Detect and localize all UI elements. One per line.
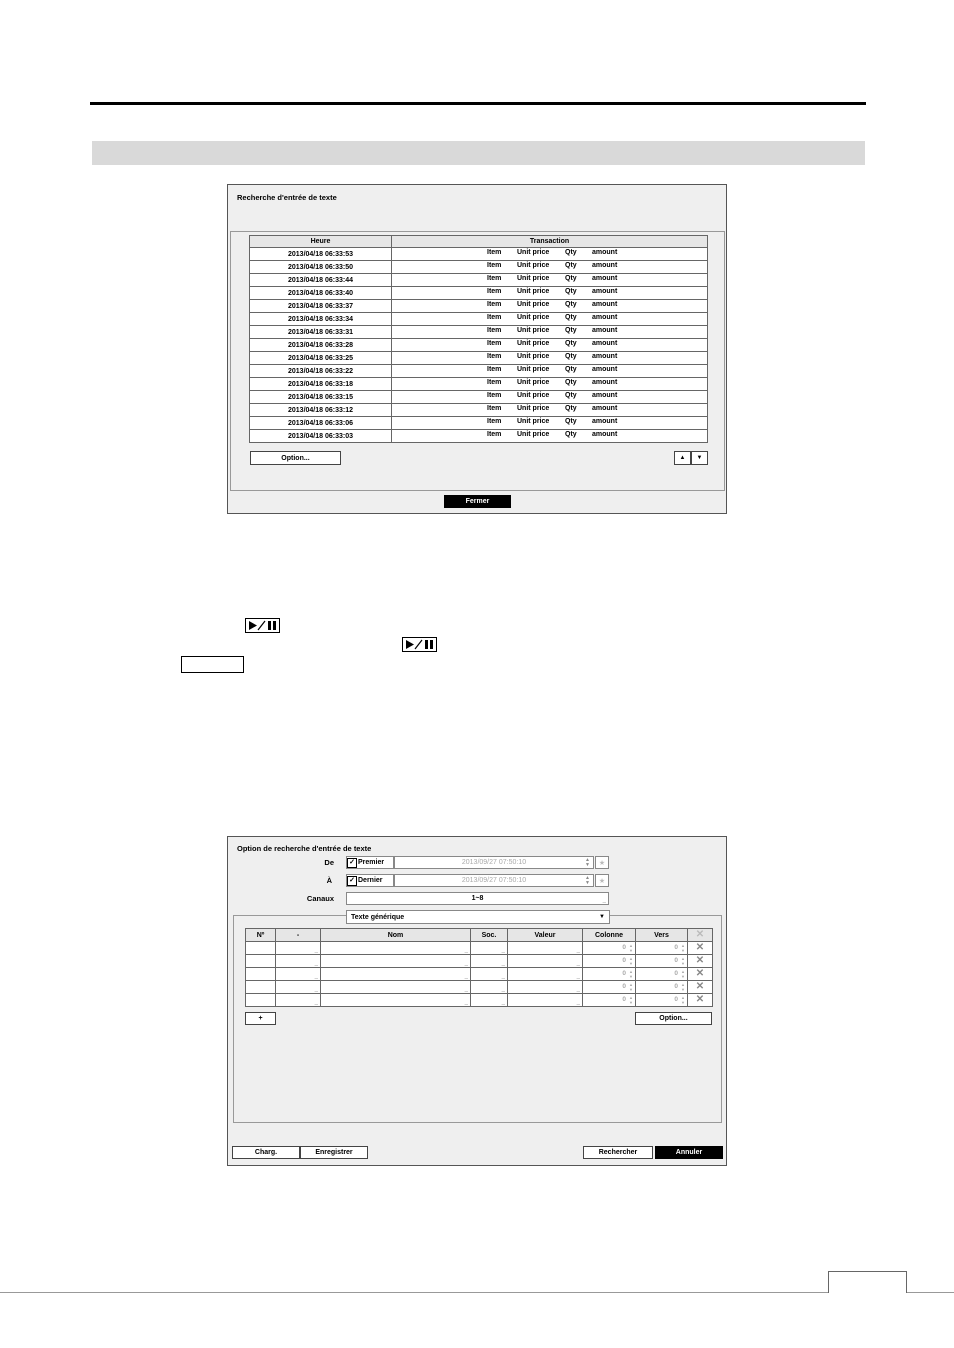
first-label: Premier bbox=[358, 859, 385, 866]
edit-marker-icon: _ bbox=[501, 948, 505, 954]
spinner-icon: ▲ ▼ bbox=[681, 943, 685, 953]
transaction-cell bbox=[392, 248, 708, 261]
transaction-amount: amount bbox=[592, 379, 618, 386]
footer-rule bbox=[0, 1292, 954, 1293]
table-row[interactable] bbox=[250, 300, 708, 313]
transaction-unit-price: Unit price bbox=[517, 340, 550, 347]
transaction-unit-price: Unit price bbox=[517, 366, 550, 373]
number-cell bbox=[246, 994, 276, 1007]
close-button[interactable]: Fermer bbox=[444, 495, 511, 508]
page-number-tab bbox=[828, 1271, 907, 1293]
arrow-down-icon: ▼ bbox=[696, 455, 703, 461]
edit-marker-icon: _ bbox=[464, 961, 468, 967]
table-row bbox=[246, 968, 713, 981]
time-cell: 2013/04/18 06:33:37 bbox=[250, 300, 392, 313]
top-rule bbox=[90, 102, 866, 105]
transaction-cell bbox=[392, 430, 708, 443]
spinner-icon: ▲ ▼ bbox=[629, 969, 633, 979]
table-row[interactable] bbox=[250, 352, 708, 365]
edit-marker-icon: _ bbox=[314, 1000, 318, 1006]
column-value: 0 bbox=[622, 957, 626, 964]
play-pause-icon bbox=[245, 618, 280, 633]
transaction-unit-price: Unit price bbox=[517, 275, 550, 282]
time-cell: 2013/04/18 06:33:44 bbox=[250, 274, 392, 287]
transaction-qty: Qty bbox=[565, 379, 577, 386]
transaction-item: Item bbox=[487, 275, 502, 282]
load-button[interactable]: Charg. bbox=[232, 1146, 300, 1159]
transaction-cell bbox=[392, 365, 708, 378]
edit-marker-icon: _ bbox=[501, 961, 505, 967]
transaction-cell bbox=[392, 261, 708, 274]
transaction-item: Item bbox=[487, 262, 502, 269]
transaction-item: Item bbox=[487, 327, 502, 334]
edit-marker-icon: _ bbox=[464, 948, 468, 954]
spinner-icon: ▲ ▼ bbox=[629, 982, 633, 992]
search-button[interactable]: Rechercher bbox=[583, 1146, 653, 1159]
transaction-item: Item bbox=[487, 314, 502, 321]
spinner-icon: ▲ ▼ bbox=[585, 856, 590, 868]
transaction-amount: amount bbox=[592, 418, 618, 425]
name-cell[interactable] bbox=[321, 955, 471, 968]
table-row[interactable] bbox=[250, 391, 708, 404]
time-cell: 2013/04/18 06:33:31 bbox=[250, 326, 392, 339]
transaction-qty: Qty bbox=[565, 353, 577, 360]
operator-cell[interactable] bbox=[276, 981, 321, 994]
table-row[interactable] bbox=[250, 313, 708, 326]
transaction-amount: amount bbox=[592, 405, 618, 412]
to-value: 0 bbox=[674, 957, 678, 964]
to-value: 0 bbox=[674, 983, 678, 990]
column-header-column: Colonne bbox=[583, 929, 636, 942]
edit-marker-icon: _ bbox=[464, 1000, 468, 1006]
column-value: 0 bbox=[622, 996, 626, 1003]
table-row[interactable] bbox=[250, 417, 708, 430]
transaction-amount: amount bbox=[592, 392, 618, 399]
soc-cell[interactable] bbox=[471, 994, 508, 1007]
table-row[interactable] bbox=[250, 287, 708, 300]
transaction-cell bbox=[392, 404, 708, 417]
results-table bbox=[249, 235, 708, 443]
scroll-down-button[interactable] bbox=[691, 451, 708, 465]
edit-marker-icon: _ bbox=[602, 898, 606, 904]
spinner-icon: ▲ ▼ bbox=[681, 982, 685, 992]
edit-marker-icon: _ bbox=[501, 987, 505, 993]
delete-all-icon: ✕ bbox=[688, 929, 713, 942]
time-cell: 2013/04/18 06:33:40 bbox=[250, 287, 392, 300]
transaction-unit-price: Unit price bbox=[517, 288, 550, 295]
table-row bbox=[246, 955, 713, 968]
time-cell: 2013/04/18 06:33:12 bbox=[250, 404, 392, 417]
time-cell: 2013/04/18 06:33:06 bbox=[250, 417, 392, 430]
column-header-operator: - bbox=[276, 929, 321, 942]
column-cell bbox=[583, 942, 636, 955]
table-row[interactable] bbox=[250, 365, 708, 378]
to-cell bbox=[636, 968, 688, 981]
to-value: 0 bbox=[674, 970, 678, 977]
first-checkbox[interactable] bbox=[346, 856, 394, 869]
number-cell bbox=[246, 981, 276, 994]
calendar-star-icon: ★ bbox=[595, 874, 609, 887]
edit-marker-icon: _ bbox=[501, 1000, 505, 1006]
spinner-icon: ▲ ▼ bbox=[629, 943, 633, 953]
spinner-icon: ▲ ▼ bbox=[629, 956, 633, 966]
to-cell bbox=[636, 955, 688, 968]
table-row[interactable] bbox=[250, 404, 708, 417]
transaction-qty: Qty bbox=[565, 262, 577, 269]
table-row[interactable] bbox=[250, 326, 708, 339]
channels-field[interactable] bbox=[346, 892, 609, 905]
transaction-cell bbox=[392, 417, 708, 430]
text-type-dropdown[interactable] bbox=[346, 910, 610, 924]
transaction-unit-price: Unit price bbox=[517, 249, 550, 256]
transaction-item: Item bbox=[487, 301, 502, 308]
column-header-soc: Soc. bbox=[471, 929, 508, 942]
soc-cell[interactable] bbox=[471, 955, 508, 968]
from-label: De bbox=[324, 858, 334, 867]
transaction-cell bbox=[392, 300, 708, 313]
transaction-qty: Qty bbox=[565, 301, 577, 308]
transaction-qty: Qty bbox=[565, 327, 577, 334]
transaction-unit-price: Unit price bbox=[517, 405, 550, 412]
transaction-qty: Qty bbox=[565, 431, 577, 438]
transaction-amount: amount bbox=[592, 314, 618, 321]
edit-marker-icon: _ bbox=[501, 974, 505, 980]
table-row bbox=[246, 981, 713, 994]
scroll-up-button[interactable] bbox=[674, 451, 691, 465]
column-header-name: Nom bbox=[321, 929, 471, 942]
transaction-cell bbox=[392, 274, 708, 287]
to-date-value: 2013/09/27 07:50:10 bbox=[461, 877, 527, 884]
time-cell: 2013/04/18 06:33:50 bbox=[250, 261, 392, 274]
spinner-icon: ▲ ▼ bbox=[681, 969, 685, 979]
value-cell[interactable] bbox=[508, 942, 583, 955]
channels-value: 1~8 bbox=[471, 895, 484, 902]
soc-cell[interactable] bbox=[471, 981, 508, 994]
transaction-qty: Qty bbox=[565, 288, 577, 295]
operator-cell[interactable] bbox=[276, 955, 321, 968]
transaction-cell bbox=[392, 313, 708, 326]
transaction-qty: Qty bbox=[565, 249, 577, 256]
transaction-item: Item bbox=[487, 418, 502, 425]
option-button[interactable]: Option... bbox=[635, 1012, 712, 1025]
delete-row-icon[interactable]: ✕ bbox=[688, 955, 713, 968]
transaction-amount: amount bbox=[592, 275, 618, 282]
transaction-cell bbox=[392, 287, 708, 300]
transaction-unit-price: Unit price bbox=[517, 392, 550, 399]
number-cell bbox=[246, 968, 276, 981]
column-header-value: Valeur bbox=[508, 929, 583, 942]
transaction-item: Item bbox=[487, 353, 502, 360]
transaction-amount: amount bbox=[592, 366, 618, 373]
time-cell: 2013/04/18 06:33:22 bbox=[250, 365, 392, 378]
time-cell: 2013/04/18 06:33:18 bbox=[250, 378, 392, 391]
value-cell[interactable] bbox=[508, 994, 583, 1007]
column-cell bbox=[583, 981, 636, 994]
edit-marker-icon: _ bbox=[464, 987, 468, 993]
edit-marker-icon: _ bbox=[576, 961, 580, 967]
to-date-field bbox=[394, 874, 594, 887]
channels-label: Canaux bbox=[306, 894, 334, 903]
transaction-item: Item bbox=[487, 405, 502, 412]
name-cell[interactable] bbox=[321, 981, 471, 994]
transaction-item: Item bbox=[487, 288, 502, 295]
transaction-cell bbox=[392, 352, 708, 365]
from-date-value: 2013/09/27 07:50:10 bbox=[461, 859, 527, 866]
spinner-icon: ▲ ▼ bbox=[629, 995, 633, 1005]
table-row[interactable] bbox=[250, 261, 708, 274]
transaction-unit-price: Unit price bbox=[517, 262, 550, 269]
transaction-amount: amount bbox=[592, 353, 618, 360]
transaction-unit-price: Unit price bbox=[517, 379, 550, 386]
column-header-to: Vers bbox=[636, 929, 688, 942]
transaction-cell bbox=[392, 378, 708, 391]
transaction-unit-price: Unit price bbox=[517, 431, 550, 438]
transaction-qty: Qty bbox=[565, 405, 577, 412]
to-cell bbox=[636, 994, 688, 1007]
transaction-unit-price: Unit price bbox=[517, 301, 550, 308]
operator-cell[interactable] bbox=[276, 968, 321, 981]
column-cell bbox=[583, 955, 636, 968]
name-cell[interactable] bbox=[321, 968, 471, 981]
number-cell bbox=[246, 955, 276, 968]
transaction-qty: Qty bbox=[565, 340, 577, 347]
column-cell bbox=[583, 994, 636, 1007]
table-row[interactable] bbox=[250, 378, 708, 391]
operator-cell[interactable] bbox=[276, 942, 321, 955]
time-cell: 2013/04/18 06:33:53 bbox=[250, 248, 392, 261]
column-value: 0 bbox=[622, 944, 626, 951]
column-header-transaction[interactable]: Transaction bbox=[392, 236, 708, 248]
last-checkbox[interactable] bbox=[346, 874, 394, 887]
operator-cell[interactable] bbox=[276, 994, 321, 1007]
edit-marker-icon: _ bbox=[314, 961, 318, 967]
delete-row-icon[interactable]: ✕ bbox=[688, 942, 713, 955]
time-cell: 2013/04/18 06:33:25 bbox=[250, 352, 392, 365]
transaction-amount: amount bbox=[592, 431, 618, 438]
cancel-button[interactable]: Annuler bbox=[655, 1146, 723, 1159]
time-cell: 2013/04/18 06:33:34 bbox=[250, 313, 392, 326]
column-value: 0 bbox=[622, 970, 626, 977]
transaction-amount: amount bbox=[592, 262, 618, 269]
edit-marker-icon: _ bbox=[314, 974, 318, 980]
transaction-cell bbox=[392, 326, 708, 339]
from-date-field bbox=[394, 856, 594, 869]
table-row[interactable] bbox=[250, 248, 708, 261]
soc-cell[interactable] bbox=[471, 968, 508, 981]
chevron-down-icon: ▼ bbox=[599, 914, 605, 920]
results-panel bbox=[230, 231, 725, 491]
transaction-qty: Qty bbox=[565, 314, 577, 321]
search-option-dialog bbox=[227, 836, 727, 1166]
column-header-time[interactable]: Heure bbox=[250, 236, 392, 248]
column-value: 0 bbox=[622, 983, 626, 990]
edit-marker-icon: _ bbox=[314, 987, 318, 993]
button-illustration bbox=[181, 656, 244, 673]
transaction-qty: Qty bbox=[565, 366, 577, 373]
calendar-star-icon: ★ bbox=[595, 856, 609, 869]
transaction-qty: Qty bbox=[565, 418, 577, 425]
transaction-qty: Qty bbox=[565, 275, 577, 282]
save-button[interactable]: Enregistrer bbox=[300, 1146, 368, 1159]
value-cell[interactable] bbox=[508, 981, 583, 994]
time-cell: 2013/04/18 06:33:15 bbox=[250, 391, 392, 404]
arrow-up-icon: ▲ bbox=[679, 455, 686, 461]
number-cell bbox=[246, 942, 276, 955]
spinner-icon: ▲ ▼ bbox=[585, 874, 590, 886]
spinner-icon: ▲ ▼ bbox=[681, 995, 685, 1005]
transaction-qty: Qty bbox=[565, 392, 577, 399]
checkbox-checked-icon: ✓ bbox=[347, 876, 357, 886]
transaction-item: Item bbox=[487, 340, 502, 347]
dialog-title: Recherche d'entrée de texte bbox=[237, 193, 337, 202]
delete-row-icon[interactable]: ✕ bbox=[688, 994, 713, 1007]
transaction-amount: amount bbox=[592, 301, 618, 308]
transaction-item: Item bbox=[487, 392, 502, 399]
to-cell bbox=[636, 981, 688, 994]
column-cell bbox=[583, 968, 636, 981]
add-condition-button[interactable]: + bbox=[245, 1012, 276, 1025]
transaction-amount: amount bbox=[592, 288, 618, 295]
column-header-number: Nº bbox=[246, 929, 276, 942]
transaction-unit-price: Unit price bbox=[517, 353, 550, 360]
edit-marker-icon: _ bbox=[464, 974, 468, 980]
transaction-unit-price: Unit price bbox=[517, 327, 550, 334]
transaction-cell bbox=[392, 339, 708, 352]
transaction-amount: amount bbox=[592, 340, 618, 347]
edit-marker-icon: _ bbox=[314, 948, 318, 954]
edit-marker-icon: _ bbox=[576, 1000, 580, 1006]
transaction-amount: amount bbox=[592, 249, 618, 256]
section-header-band bbox=[92, 141, 865, 165]
soc-cell[interactable] bbox=[471, 942, 508, 955]
transaction-unit-price: Unit price bbox=[517, 314, 550, 321]
play-pause-icon bbox=[402, 637, 437, 652]
transaction-cell bbox=[392, 391, 708, 404]
transaction-item: Item bbox=[487, 249, 502, 256]
table-row[interactable] bbox=[250, 274, 708, 287]
to-cell bbox=[636, 942, 688, 955]
delete-row-icon[interactable]: ✕ bbox=[688, 981, 713, 994]
transaction-unit-price: Unit price bbox=[517, 418, 550, 425]
text-type-value: Texte générique bbox=[351, 913, 405, 921]
name-cell[interactable] bbox=[321, 994, 471, 1007]
conditions-table bbox=[245, 928, 713, 1007]
checkbox-checked-icon: ✓ bbox=[347, 858, 357, 868]
transaction-item: Item bbox=[487, 431, 502, 438]
edit-marker-icon: _ bbox=[576, 974, 580, 980]
conditions-panel bbox=[233, 915, 722, 1123]
transaction-amount: amount bbox=[592, 327, 618, 334]
value-cell[interactable] bbox=[508, 968, 583, 981]
last-label: Dernier bbox=[358, 877, 383, 884]
to-value: 0 bbox=[674, 944, 678, 951]
delete-row-icon[interactable]: ✕ bbox=[688, 968, 713, 981]
spinner-icon: ▲ ▼ bbox=[681, 956, 685, 966]
option-button[interactable]: Option... bbox=[250, 451, 341, 465]
table-row bbox=[246, 942, 713, 955]
dialog-title: Option de recherche d'entrée de texte bbox=[237, 844, 372, 853]
time-cell: 2013/04/18 06:33:28 bbox=[250, 339, 392, 352]
to-value: 0 bbox=[674, 996, 678, 1003]
text-search-dialog bbox=[227, 184, 727, 514]
table-row bbox=[246, 994, 713, 1007]
name-cell[interactable] bbox=[321, 942, 471, 955]
edit-marker-icon: _ bbox=[576, 948, 580, 954]
table-row[interactable] bbox=[250, 430, 708, 443]
transaction-item: Item bbox=[487, 379, 502, 386]
edit-marker-icon: _ bbox=[576, 987, 580, 993]
to-label: À bbox=[326, 876, 332, 885]
time-cell: 2013/04/18 06:33:03 bbox=[250, 430, 392, 443]
transaction-item: Item bbox=[487, 366, 502, 373]
value-cell[interactable] bbox=[508, 955, 583, 968]
table-row[interactable] bbox=[250, 339, 708, 352]
